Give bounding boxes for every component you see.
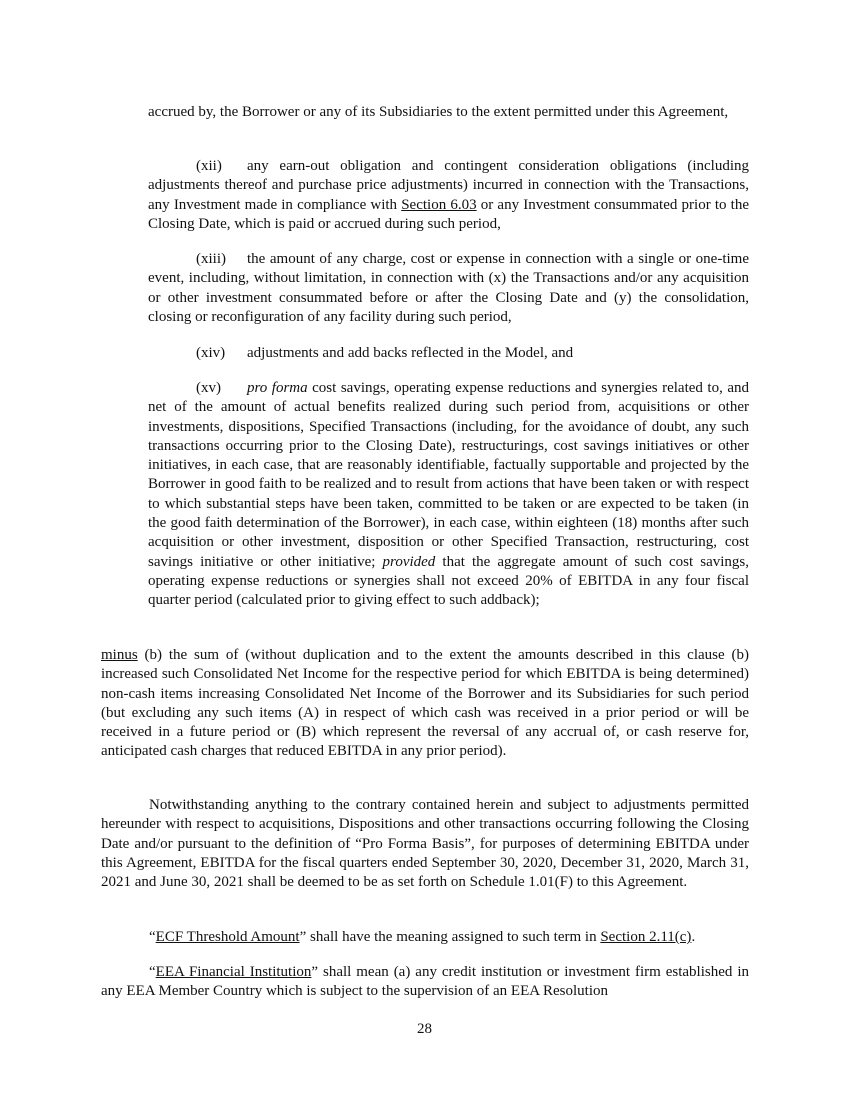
clause-label: (xiii) [196,251,226,267]
clause-xiii: (xiii) the amount of any charge, cost or expense in connection with a single or one-time event, including, without limitation, in connection with (x) the Transactions and/or any acquisition or other investment consummated before or after the Closing Date and (y) the consolidation, closing or reconfiguration of any facility during such period, [148,251,749,325]
defined-term: EEA Financial Institution [155,964,312,980]
page-number: 28 [417,1021,432,1037]
section-reference-link[interactable]: Section 2.11(c) [600,929,692,945]
paragraph-notwithstanding: Notwithstanding anything to the contrary contained herein and subject to adjustments permitted hereunder with respect to acquisitions, Dispositions and other transactions occurring following the Closing Date and/or pursuant to the definition of “Pro Forma Basis”, for purposes of determining EBITDA under this Agreement, EBITDA for the fiscal quarters ended September 30, 2020, December 31, 2020, March 31, 2021 and June 30, 2021 shall be deemed to be as set forth on Schedule 1.01(F) to this Agreement. [101,797,749,891]
paragraph-minus: minus (b) the sum of (without duplication and to the extent the amounts described in this clause (b) increased such Consolidated Net Income for the respective period for which EBITDA is being determined) non-cash items increasing Consolidated Net Income of the Borrower and its Subsidiaries for such period (but excluding any such items (A) in respect of which cash was received in a prior period or will be received in a future period or (B) which represent the reversal of any accrual of, or cash reserve for, anticipated cash charges that reduced EBITDA in any prior period). [101,647,749,760]
clause-xii: (xii) any earn-out obligation and contingent consideration obligations (including adjustments thereof and purchase price adjustments) incurred in connection with the Transactions, any Investment made in compliance with Section 6.03 or any Investment consummated prior to the Closing Date, which is paid or accrued during such period, [148,158,749,232]
clause-label: (xiv) [196,345,226,361]
section-reference-link[interactable]: Section 6.03 [401,196,477,213]
clause-label: (xv) [196,380,221,396]
definition-eea-financial-institution: “EEA Financial Institution” shall mean (a) any credit institution or investment firm established in any EEA Member Country which is subject to the supervision of an EEA Resolution [101,964,749,1000]
clause-xv: (xv) pro forma cost savings, operating expense reductions and synergies related to, and net of the amount of actual benefits realized during such period from, acquisitions or other investments, dispositions, Specified Transactions (including, for the avoidance of doubt, any such transactions occurring prior to the Closing Date), restructurings, cost savings initiatives or other initiatives, in each case, that are reasonably identifiable, factually supportable and projected by the Borrower in good faith to be realized and to result from actions that have been taken or with respect to which substantial steps have been taken, committed to be taken or are expected to be taken (in the good faith determination of the Borrower), in each case, within eighteen (18) months after such acquisition or other investment, disposition or other Specified Transaction, restructuring, cost savings initiative or other initiative; provided that the aggregate amount of such cost savings, operating expense reductions or synergies shall not exceed 20% of EBITDA in any four fiscal quarter period (calculated prior to giving effect to such addback); [148,380,749,609]
clause-label: (xii) [196,158,222,174]
clause-xiv: (xiv) adjustments and add backs reflected in the Model, and [148,344,749,363]
definition-ecf-threshold-amount: “ECF Threshold Amount” shall have the meaning assigned to such term in Section 2.11(c). [149,929,696,945]
minus-term: minus [101,647,138,663]
defined-term: ECF Threshold Amount [155,929,300,945]
paragraph-accrued: accrued by, the Borrower or any of its Subsidiaries to the extent permitted under this Agreement, [148,104,729,120]
